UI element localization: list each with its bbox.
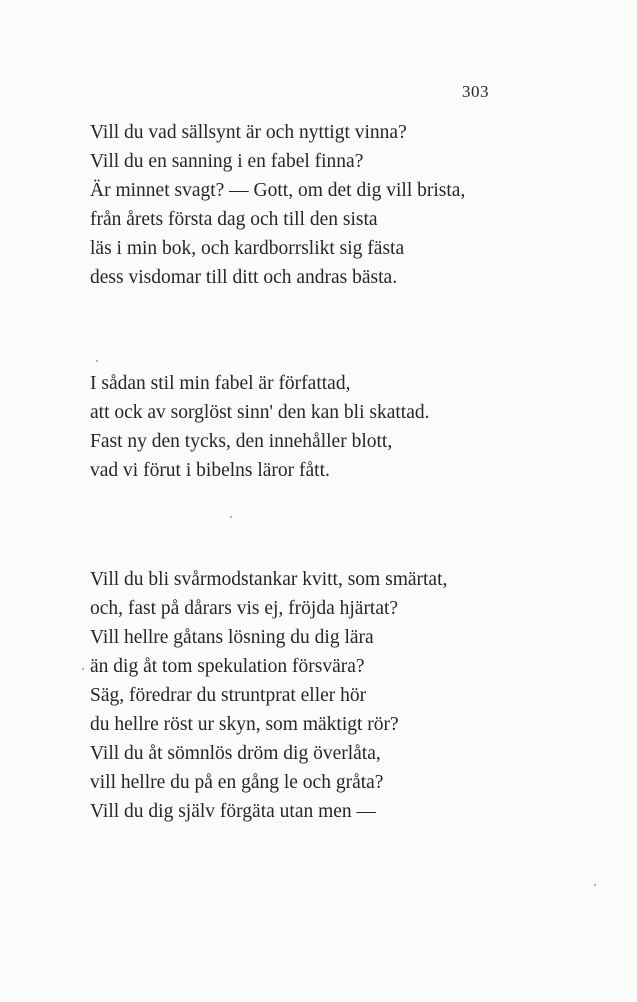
- stanza-2: [90, 369, 429, 485]
- verse-line: Vill du bli svårmodstankar kvitt, som smärtat,: [90, 569, 448, 590]
- verse-line: läs i min bok, och kardborrslikt sig fästa: [90, 238, 405, 259]
- verse-line: Vill hellre gåtans lösning du dig lära: [90, 627, 374, 648]
- verse-line: Vill du vad sällsynt är och nyttigt vinna?: [90, 122, 407, 143]
- verse-line: att ock av sorglöst sinn' den kan bli skattad.: [90, 402, 430, 423]
- verse-line: I sådan stil min fabel är författad,: [90, 373, 351, 394]
- verse-line: Vill du dig själv förgäta utan men —: [90, 801, 377, 822]
- verse-line: och, fast på dårars vis ej, fröjda hjärtat?: [90, 598, 399, 619]
- verse-line: Fast ny den tycks, den innehåller blott,: [90, 431, 393, 452]
- verse-line: vad vi förut i bibelns läror fått.: [90, 460, 330, 481]
- page-number: 303: [462, 82, 489, 101]
- verse-line: dess visdomar till ditt och andras bästa.: [90, 267, 398, 288]
- verse-line: Säg, föredrar du struntprat eller hör: [90, 685, 367, 706]
- verse-line: Vill du en sanning i en fabel finna?: [90, 151, 364, 172]
- print-speck: [82, 668, 84, 670]
- verse-line: vill hellre du på en gång le och gråta?: [90, 772, 384, 793]
- verse-line: från årets första dag och till den sista: [90, 209, 378, 230]
- stanza-1: [90, 118, 465, 292]
- print-speck: [96, 360, 98, 362]
- print-speck: [594, 884, 596, 886]
- verse-line: än dig åt tom spekulation försvära?: [90, 656, 365, 677]
- verse-line: Vill du åt sömnlös dröm dig överlåta,: [90, 743, 381, 764]
- verse-line: Är minnet svagt? — Gott, om det dig vill brista,: [90, 180, 466, 201]
- print-speck: [230, 516, 232, 518]
- verse-line: du hellre röst ur skyn, som mäktigt rör?: [90, 714, 399, 735]
- stanza-3: [90, 565, 447, 826]
